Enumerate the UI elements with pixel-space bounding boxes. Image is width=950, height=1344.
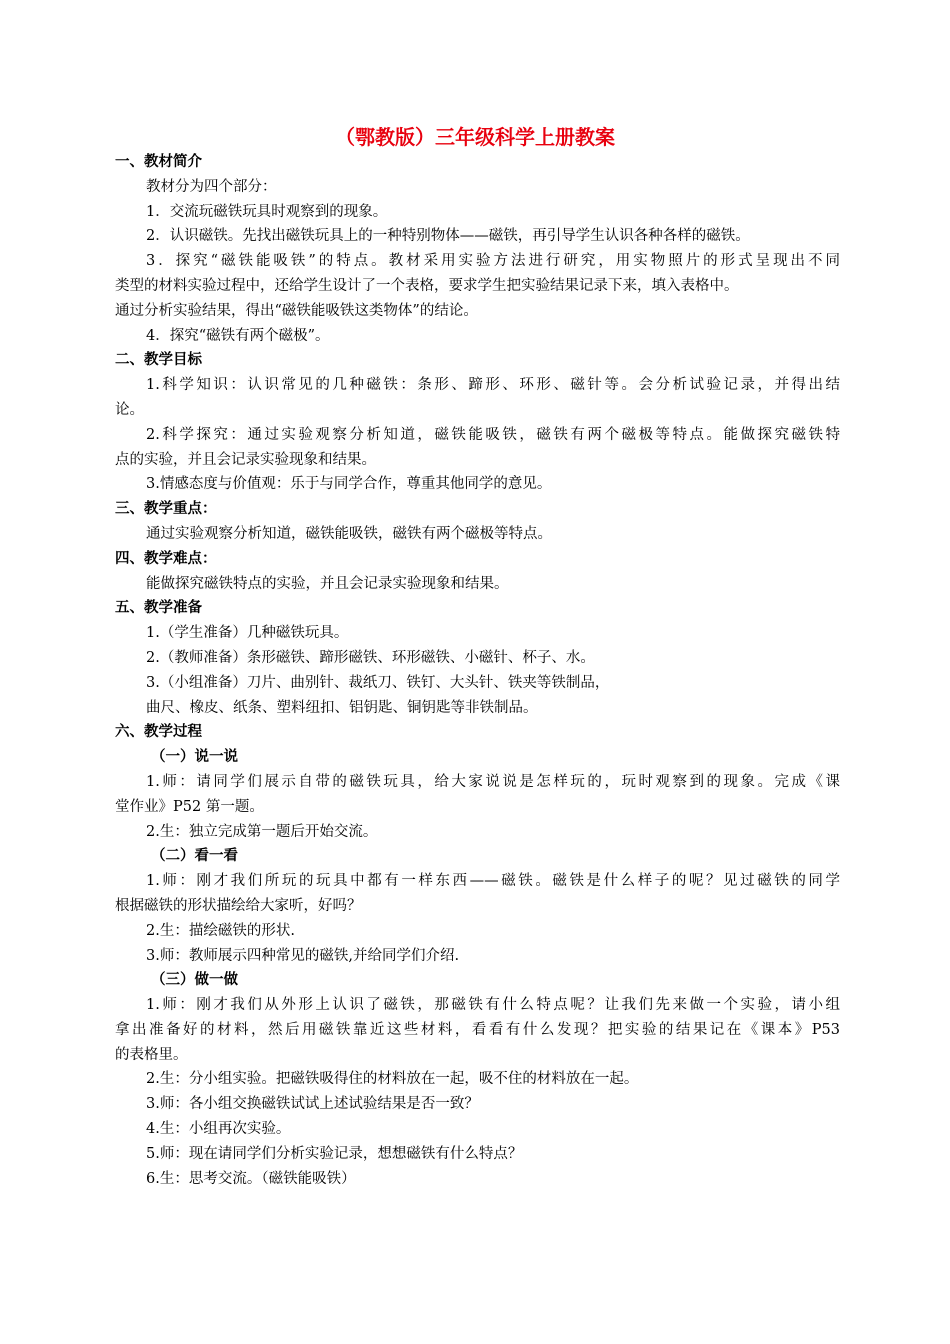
body-line: 1.（学生准备）几种磁铁玩具。	[146, 625, 349, 642]
section-heading: 一、教材简介	[115, 154, 202, 170]
body-line: 5.师：现在请同学们分析实验记录，想想磁铁有什么特点？	[146, 1145, 523, 1162]
body-line: 2.科学探究：通过实验观察分析知道，磁铁能吸铁，磁铁有两个磁极等特点。能做探究磁铁特	[146, 426, 840, 443]
body-line: 拿出准备好的材料，然后用磁铁靠近这些材料，看看有什么发现？把实验的结果记在《课本》P53	[115, 1021, 840, 1038]
body-line: 3.（小组准备）刀片、曲别针、裁纸刀、铁钉、大头针、铁夹等铁制品，	[146, 674, 610, 691]
body-line: 3.情感态度与价值观：乐于与同学合作，尊重其他同学的意见。	[146, 476, 552, 493]
section-heading: 四、教学难点：	[115, 550, 217, 567]
body-line: 根据磁铁的形状描绘给大家听，好吗？	[115, 897, 362, 914]
body-line: 4.生：小组再次实验。	[146, 1121, 291, 1138]
document-body	[115, 150, 840, 1191]
body-line: 3．探究“磁铁能吸铁”的特点。教材采用实验方法进行研究，用实物照片的形式呈现出不同	[146, 253, 840, 270]
body-line: 2．认识磁铁。先找出磁铁玩具上的一种特别物体——磁铁，再引导学生认识各种各样的磁铁。	[146, 228, 750, 245]
subsection-heading: （三）做一做	[151, 972, 238, 989]
body-line: 2.生：独立完成第一题后开始交流。	[146, 823, 378, 840]
body-line: 1.师：刚才我们所玩的玩具中都有一样东西——磁铁。磁铁是什么样子的呢？见过磁铁的同学	[146, 873, 840, 890]
section-heading: 二、教学目标	[115, 352, 202, 369]
body-line: 1.师：刚才我们从外形上认识了磁铁，那磁铁有什么特点呢？让我们先来做一个实验，请小组	[146, 997, 840, 1014]
body-line: 2.生：描绘磁铁的形状.	[146, 922, 295, 939]
section-heading: 三、教学重点：	[115, 501, 217, 518]
body-line: 教材分为四个部分：	[146, 178, 277, 195]
body-line: 通过分析实验结果，得出“磁铁能吸铁这类物体”的结论。	[115, 302, 478, 319]
document-title: （鄂教版）三年级科学上册教案	[335, 125, 615, 149]
body-line: 2.生：分小组实验。把磁铁吸得住的材料放在一起，吸不住的材料放在一起。	[146, 1071, 639, 1088]
subsection-heading: （二）看一看	[151, 848, 238, 865]
body-line: 曲尺、橡皮、纸条、塑料纽扣、铝钥匙、铜钥匙等非铁制品。	[146, 699, 538, 716]
body-line: 4．探究“磁铁有两个磁极”。	[146, 327, 330, 344]
body-line: 1．交流玩磁铁玩具时观察到的现象。	[146, 203, 388, 220]
body-line: 1.科学知识：认识常见的几种磁铁：条形、蹄形、环形、磁针等。会分析试验记录，并得出结	[146, 377, 840, 394]
section-heading: 六、教学过程	[115, 724, 202, 741]
body-line: 3.师：各小组交换磁铁试试上述试验结果是否一致？	[146, 1096, 479, 1113]
body-line: 通过实验观察分析知道，磁铁能吸铁，磁铁有两个磁极等特点。	[146, 525, 552, 542]
body-line: 类型的材料实验过程中，还给学生设计了一个表格，要求学生把实验结果记录下来，填入表格中。	[115, 277, 739, 294]
body-line: 2.（教师准备）条形磁铁、蹄形磁铁、环形磁铁、小磁针、杯子、水。	[146, 649, 595, 666]
section-heading: 五、教学准备	[115, 600, 202, 617]
body-line: 3.师：教师展示四种常见的磁铁,并给同学们介绍.	[146, 947, 460, 964]
body-line: 的表格里。	[115, 1046, 188, 1063]
body-line: 论。	[115, 401, 144, 418]
body-line: 1.师：请同学们展示自带的磁铁玩具，给大家说说是怎样玩的，玩时观察到的现象。完成《课	[146, 773, 840, 790]
body-line: 能做探究磁铁特点的实验，并且会记录实验现象和结果。	[146, 575, 509, 592]
body-line: 堂作业》P52 第一题。	[115, 798, 264, 815]
body-line: 6.生：思考交流。（磁铁能吸铁）	[146, 1170, 356, 1187]
body-line: 点的实验，并且会记录实验现象和结果。	[115, 451, 376, 468]
subsection-heading: （一）说一说	[151, 749, 238, 766]
